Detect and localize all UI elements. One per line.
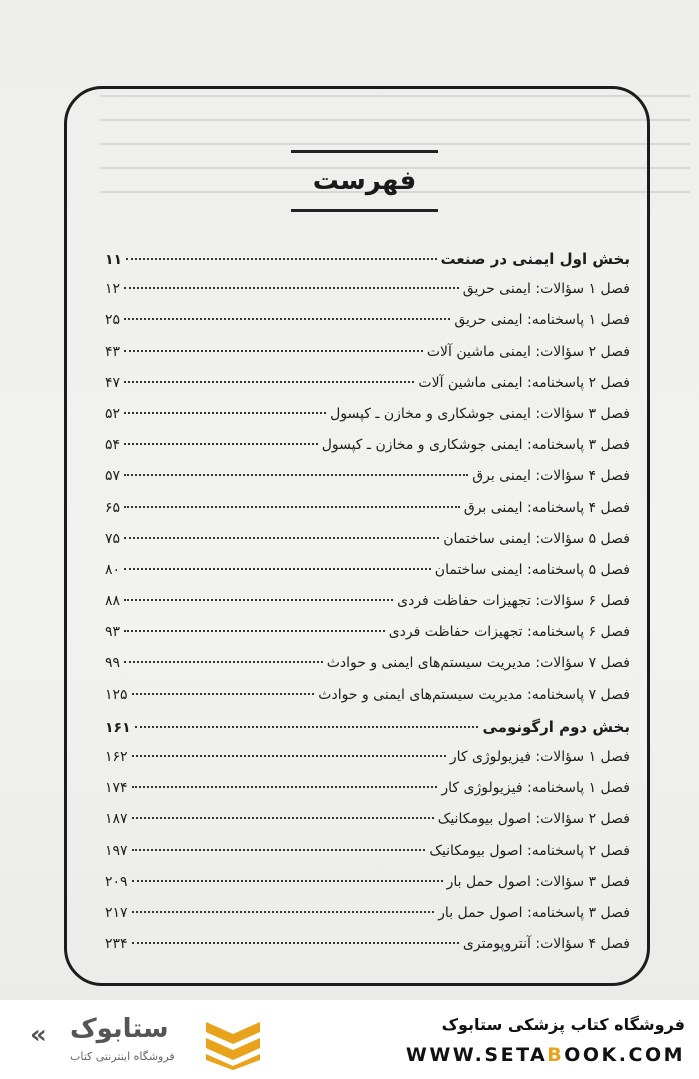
dot-leader (135, 726, 479, 728)
toc-page-number: ۴۳ (105, 343, 121, 360)
toc-entry-row (105, 500, 630, 531)
toc-title-box (291, 150, 438, 212)
dot-leader (124, 568, 431, 570)
logo-subtitle: فروشگاه اینترنتی کتاب (70, 1050, 175, 1063)
toc-entry-label: فصل ۳ سؤالات: اصول حمل بار (446, 873, 630, 890)
dot-leader (124, 443, 318, 445)
toc-entry-label: فصل ۷ سؤالات: مدیریت سیستم‌های ایمنی و حوادث (326, 655, 630, 672)
toc-page-number: ۷۵ (105, 530, 121, 547)
dot-leader (124, 474, 468, 476)
toc-page-number: ۱۱ (105, 252, 123, 268)
toc-entry-row (105, 375, 630, 406)
dot-leader (132, 755, 446, 757)
toc-entry-row (105, 624, 630, 655)
dot-leader (124, 350, 423, 352)
toc-entry-label: فصل ۶ پاسخنامه: تجهیزات حفاظت فردی (388, 624, 630, 641)
toc-entry-row (105, 344, 630, 375)
toc-page-number: ۲۵ (105, 312, 121, 329)
store-footer (0, 1000, 699, 1079)
toc-entry-row (105, 780, 630, 811)
toc-entry-label: فصل ۴ سؤالات: آنتروپومتری (462, 936, 630, 953)
toc-page-number: ۲۰۹ (105, 873, 128, 890)
toc-entry-row (105, 811, 630, 842)
toc-entry-row (105, 936, 630, 967)
toc-page-number: ۱۷۴ (105, 780, 128, 797)
dot-leader (132, 786, 438, 788)
toc-entry-label: فصل ۲ پاسخنامه: اصول بیومکانیک (429, 842, 630, 859)
dot-leader (132, 880, 443, 882)
dot-leader (124, 630, 385, 632)
toc-page-number: ۴۷ (105, 374, 121, 391)
toc-part-row (105, 718, 630, 749)
dot-leader (124, 537, 439, 539)
toc-entry-row (105, 562, 630, 593)
dot-leader (126, 258, 436, 260)
table-of-contents (105, 250, 630, 967)
logo-word: ستابوک (70, 1014, 169, 1044)
dot-leader (124, 412, 326, 414)
toc-part-row (105, 250, 630, 281)
toc-entry-label: فصل ۵ پاسخنامه: ایمنی ساختمان (434, 561, 630, 578)
url-prefix: WWW.SETA (405, 1044, 548, 1066)
dot-leader (124, 506, 460, 508)
store-name: فروشگاه کتاب پزشکی ستابوک (441, 1015, 685, 1034)
toc-entry-label: فصل ۲ سؤالات: اصول بیومکانیک (437, 811, 630, 828)
toc-page-number: ۱۹۷ (105, 842, 128, 859)
toc-page-number: ۹۹ (105, 655, 121, 672)
toc-entry-label: فصل ۳ پاسخنامه: ایمنی جوشکاری و مخازن ـ کپسول (321, 437, 630, 454)
dot-leader (132, 849, 426, 851)
toc-entry-row (105, 468, 630, 499)
toc-entry-row (105, 874, 630, 905)
dot-leader (132, 942, 459, 944)
toc-page-number: ۵۴ (105, 437, 121, 454)
toc-page-number: ۱۶۲ (105, 749, 128, 765)
book-logo-icon (202, 1014, 264, 1070)
toc-entry-label: فصل ۴ پاسخنامه: ایمنی برق (463, 499, 630, 516)
toc-entry-row (105, 593, 630, 624)
toc-page-number: ۹۳ (105, 624, 121, 641)
dot-leader (124, 381, 414, 383)
dot-leader (124, 318, 450, 320)
toc-entry-row (105, 749, 630, 780)
toc-page-number: ۸۰ (105, 561, 121, 578)
toc-entry-row (105, 531, 630, 562)
toc-entry-label: فصل ۱ پاسخنامه: فیزیولوژی کار (441, 780, 630, 797)
toc-page-number: ۵۲ (105, 405, 121, 422)
dot-leader (132, 817, 434, 819)
store-logo-wordmark (30, 1014, 180, 1070)
toc-entry-label: فصل ۴ سؤالات: ایمنی برق (472, 468, 630, 485)
store-url[interactable] (406, 1044, 685, 1066)
toc-entry-label: فصل ۲ پاسخنامه: ایمنی ماشین آلات (418, 374, 630, 391)
toc-page-number: ۲۳۴ (105, 936, 128, 953)
url-accent-letter: B (547, 1044, 565, 1066)
toc-entry-label: فصل ۳ پاسخنامه: اصول حمل بار (438, 904, 630, 921)
toc-entry-label: بخش دوم ارگونومی (482, 717, 630, 736)
toc-entry-row (105, 312, 630, 343)
toc-page-number: ۵۷ (105, 468, 121, 485)
toc-page-number: ۲۱۷ (105, 904, 128, 921)
toc-entry-label: بخش اول ایمنی در صنعت (440, 250, 630, 268)
dot-leader (132, 693, 315, 695)
toc-page-number: ۱۲۵ (105, 686, 128, 703)
dot-leader (124, 599, 393, 601)
double-chevron-icon: « (30, 1020, 47, 1050)
dot-leader (124, 287, 459, 289)
toc-entry-label: فصل ۱ سؤالات: فیزیولوژی کار (449, 749, 630, 765)
toc-page-number: ۶۵ (105, 499, 121, 516)
toc-page-number: ۱۲ (105, 281, 121, 298)
toc-entry-row (105, 437, 630, 468)
toc-entry-label: فصل ۵ سؤالات: ایمنی ساختمان (443, 530, 630, 547)
toc-title: فهرست (312, 166, 417, 196)
toc-entry-row (105, 905, 630, 936)
toc-entry-label: فصل ۱ سؤالات: ایمنی حریق (462, 281, 630, 298)
url-suffix: OOK.COM (564, 1044, 685, 1066)
toc-page-number: ۸۸ (105, 593, 121, 610)
toc-entry-label: فصل ۶ سؤالات: تجهیزات حفاظت فردی (397, 593, 630, 610)
toc-entry-label: فصل ۱ پاسخنامه: ایمنی حریق (454, 312, 630, 329)
toc-entry-row (105, 655, 630, 686)
toc-entry-label: فصل ۷ پاسخنامه: مدیریت سیستم‌های ایمنی و حوادث (318, 686, 630, 703)
toc-entry-label: فصل ۲ سؤالات: ایمنی ماشین آلات (426, 343, 630, 360)
toc-entry-row (105, 843, 630, 874)
toc-page-number: ۱۶۱ (105, 719, 131, 736)
dot-leader (124, 661, 323, 663)
dot-leader (132, 911, 435, 913)
toc-entry-label: فصل ۳ سؤالات: ایمنی جوشکاری و مخازن ـ کپسول (330, 405, 630, 422)
toc-entry-row (105, 281, 630, 312)
toc-entry-row (105, 687, 630, 718)
toc-page-number: ۱۸۷ (105, 811, 128, 828)
toc-entry-row (105, 406, 630, 437)
